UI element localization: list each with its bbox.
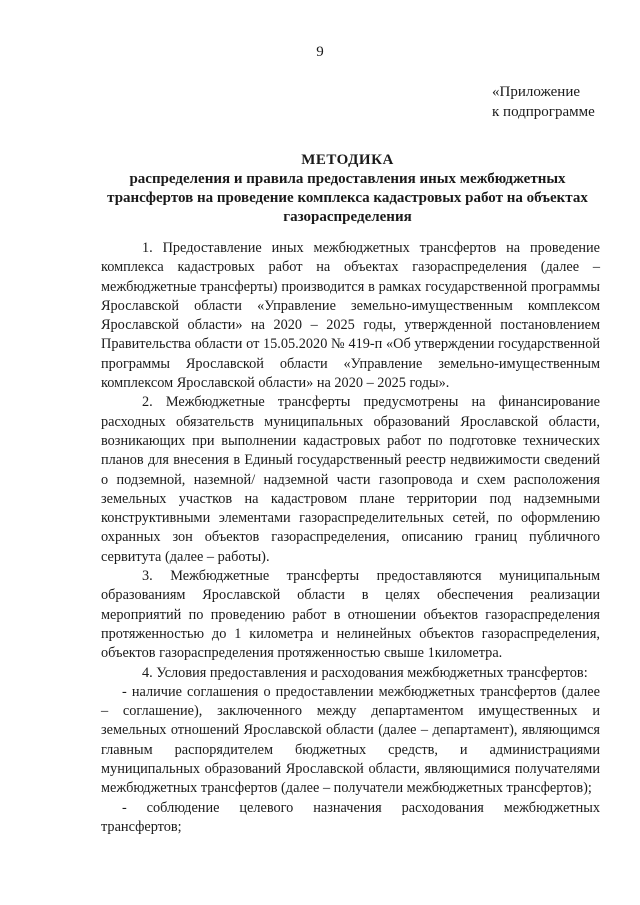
page-number: 9 <box>316 44 324 60</box>
document-title <box>95 151 600 227</box>
paragraph-4: 4. Условия предоставления и расходования межбюджетных трансфертов: <box>142 664 588 681</box>
title-subtitle: распределения и правила предоставления иных межбюджетных трансфертов на проведение комплекса кадастровых работ на объектах газораспределения <box>107 171 588 225</box>
appendix-note <box>492 82 595 122</box>
appendix-line-2: к подпрограмме <box>492 104 595 120</box>
paragraph-2: 2. Межбюджетные трансферты предусмотрены на финансирование расходных обязательств муниципальных образований Ярославской области, возникающих при выполнении кадастровых работ по подготовке технических планов для внесения в Единый государственный реестр недвижимости сведений о подземной, наземной/ надземной части газопровода и схем расположения земельных участков на кадастровом плане территории под надземными конструктивными элементами газораспределительных сетей, по оформлению охранных зон объектов газораспределения, описанию границ публичного сервитута (далее – работы). <box>101 394 600 565</box>
paragraph-1: 1. Предоставление иных межбюджетных трансфертов на проведение комплекса кадастровых работ на объектах газораспределения (далее – межбюджетные трансферты) производится в рамках государственной программы Ярославской области «Управление земельно-имущественным комплексом Ярославской области» на 2020 – 2025 годы, утвержденной постановлением Правительства области от 15.05.2020 № 419-п «Об утверждении государственной программы Ярославской области «Управление земельно-имущественным комплексом Ярославской области» на 2020 – 2025 годы». <box>101 240 600 392</box>
bullet-item-2: - соблюдение целевого назначения расходования межбюджетных трансфертов; <box>101 799 600 835</box>
appendix-line-1: «Приложение <box>492 84 581 100</box>
document-body <box>101 239 600 837</box>
bullet-item-1: - наличие соглашения о предоставлении межбюджетных трансфертов (далее – соглашение), заключенного между департаментом имущественных и земельных отношений Ярославской области (далее – департамент), являющимся главным распорядителем бюджетных средств, и администрациями муниципальных образований Ярославской области, являющимися получателями межбюджетных трансфертов (далее – получатели межбюджетных трансфертов); <box>101 683 600 797</box>
paragraph-3: 3. Межбюджетные трансферты предоставляются муниципальным образованиям Ярославской области в целях обеспечения реализации мероприятий по проведению работ в отношении объектов газораспределения протяженностью до 1 километра и нелинейных объектов газораспределения, объектов газораспределения протяженностью свыше 1километра. <box>101 568 600 662</box>
title-main: МЕТОДИКА <box>301 152 394 168</box>
